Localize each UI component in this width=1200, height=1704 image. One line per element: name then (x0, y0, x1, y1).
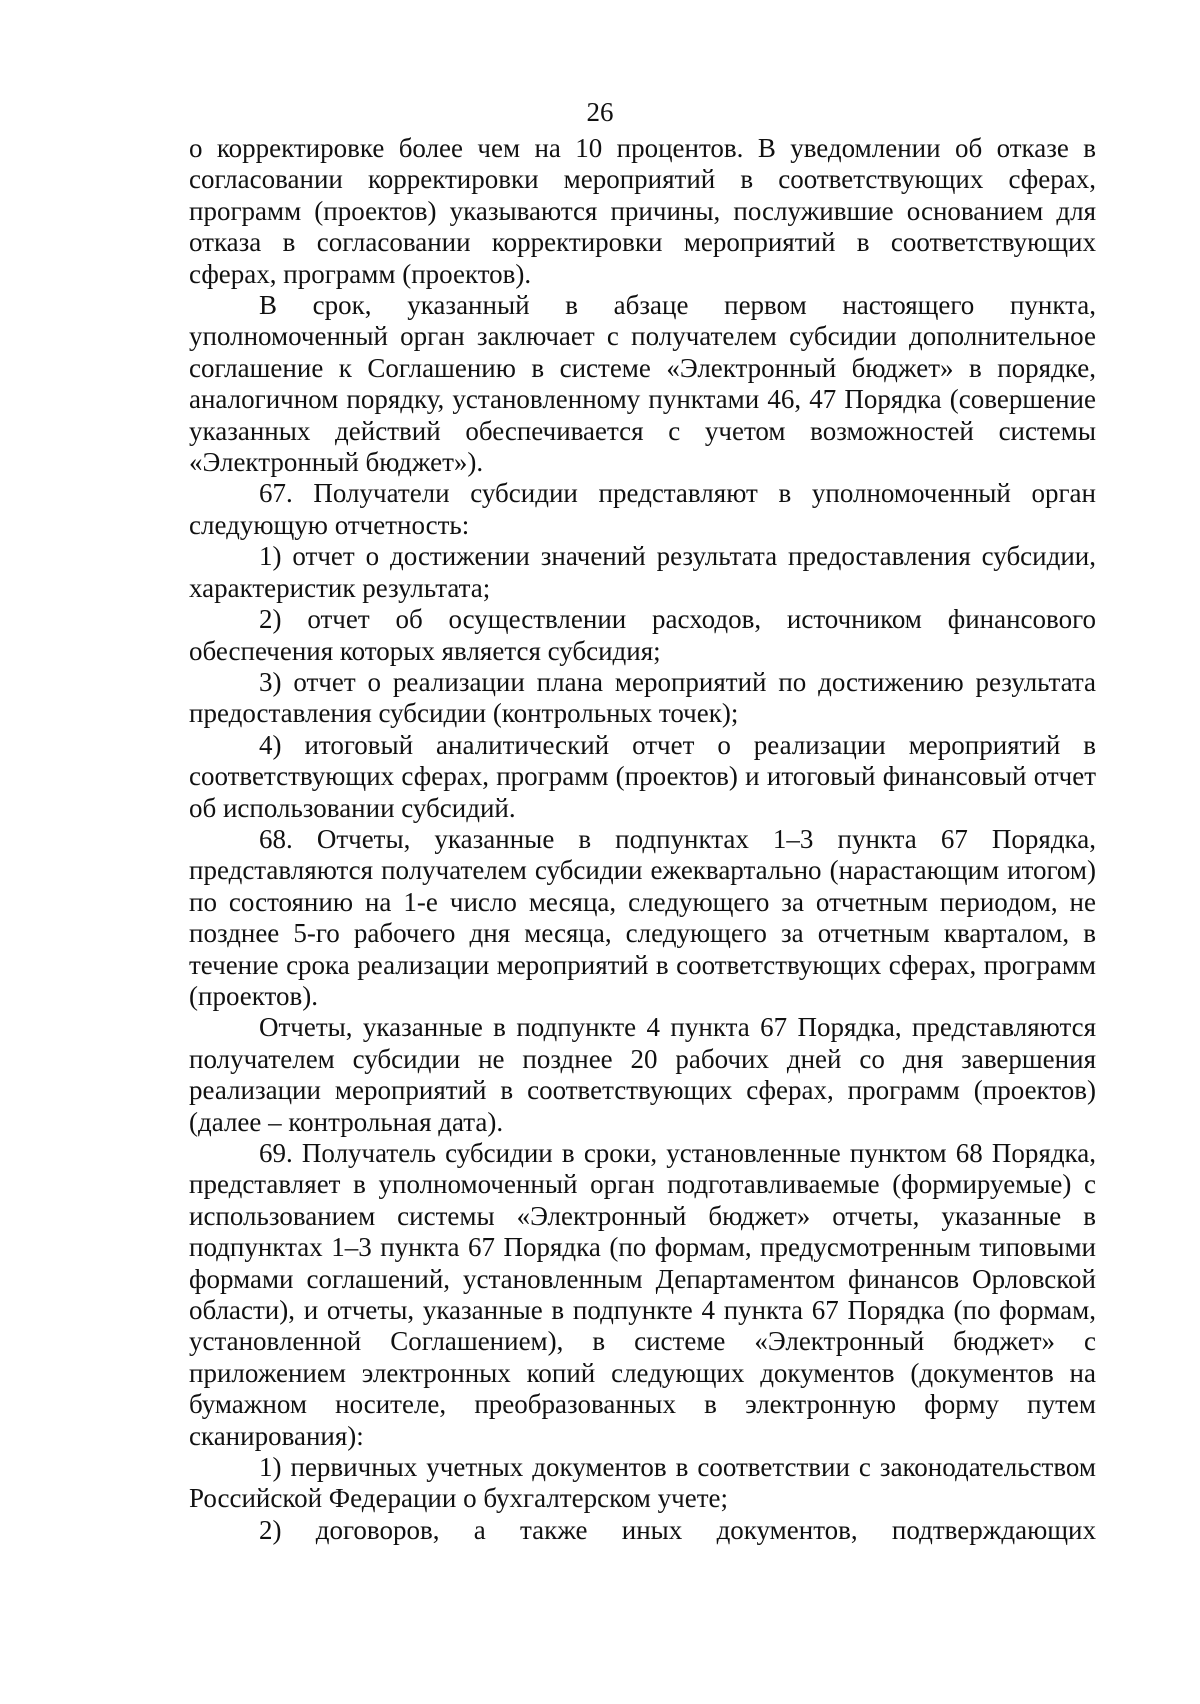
list-item-67-3: 3) отчет о реализации плана мероприятий по достижению результата предоставления субсидии (контрольных точек); (189, 666, 1096, 729)
list-item-67-2: 2) отчет об осуществлении расходов, источником финансового обеспечения которых является субсидия; (189, 604, 1096, 666)
paragraph-continuation: о корректировке более чем на 10 процентов. В уведомлении об отказе в согласовании корректировки мероприятий в соответствующих сферах, программ (проектов) указываются причины, послужившие основанием для отказа в согласовании корректировки мероприятий в соответствующих сферах, программ (проектов). (189, 133, 1096, 289)
document-body (189, 133, 1096, 1546)
paragraph-item-67: 67. Получатели субсидии представляют в уполномоченный орган следующую отчетность: (189, 478, 1096, 540)
paragraph-additional-agreement: В срок, указанный в абзаце первом настоящего пункта, уполномоченный орган заключает с получателем субсидии дополнительное соглашение к Соглашению в системе «Электронный бюджет» в порядке, аналогичном порядку, установленному пунктами 46, 47 Порядка (совершение указанных действий обеспечивается с учетом возможностей системы «Электронный бюджет»). (189, 290, 1096, 478)
page-number: 26 (586, 97, 614, 127)
list-item-67-1: 1) отчет о достижении значений результата предоставления субсидии, характеристик результата; (189, 541, 1096, 603)
paragraph-item-68: 68. Отчеты, указанные в подпунктах 1–3 пункта 67 Порядка, представляются получателем субсидии ежеквартально (нарастающим итогом) по состоянию на 1-е число месяца, следующего за отчетным периодом, не позднее 5-го рабочего дня месяца, следующего за отчетным кварталом, в течение срока реализации мероприятий в соответствующих сферах, программ (проектов). (189, 823, 1096, 1011)
list-item-69-2: 2) договоров, а также иных документов, подтверждающих (259, 1514, 1096, 1545)
paragraph-item-69: 69. Получатель субсидии в сроки, установленные пунктом 68 Порядка, представляет в уполномоченный орган подготавливаемые (формируемые) с использованием системы «Электронный бюджет» отчеты, указанные в подпунктах 1–3 пункта 67 Порядка (по формам, предусмотренным типовыми формами соглашений, установленным Департаментом финансов Орловской области), и отчеты, указанные в подпункте 4 пункта 67 Порядка (по формам, установленной Соглашением), в системе «Электронный бюджет» с приложением электронных копий следующих документов (документов на бумажном носителе, преобразованных в электронную форму путем сканирования): (189, 1138, 1096, 1451)
list-item-67-4: 4) итоговый аналитический отчет о реализации мероприятий в соответствующих сферах, программ (проектов) и итоговый финансовый отчет об использовании субсидий. (189, 729, 1096, 823)
list-item-69-1: 1) первичных учетных документов в соответствии с законодательством Российской Федерации о бухгалтерском учете; (189, 1452, 1096, 1514)
paragraph-item-68-reports: Отчеты, указанные в подпункте 4 пункта 67 Порядка, представляются получателем субсидии не позднее 20 рабочих дней со дня завершения реализации мероприятий в соответствующих сферах, программ (проектов) (далее – контрольная дата). (189, 1012, 1096, 1137)
